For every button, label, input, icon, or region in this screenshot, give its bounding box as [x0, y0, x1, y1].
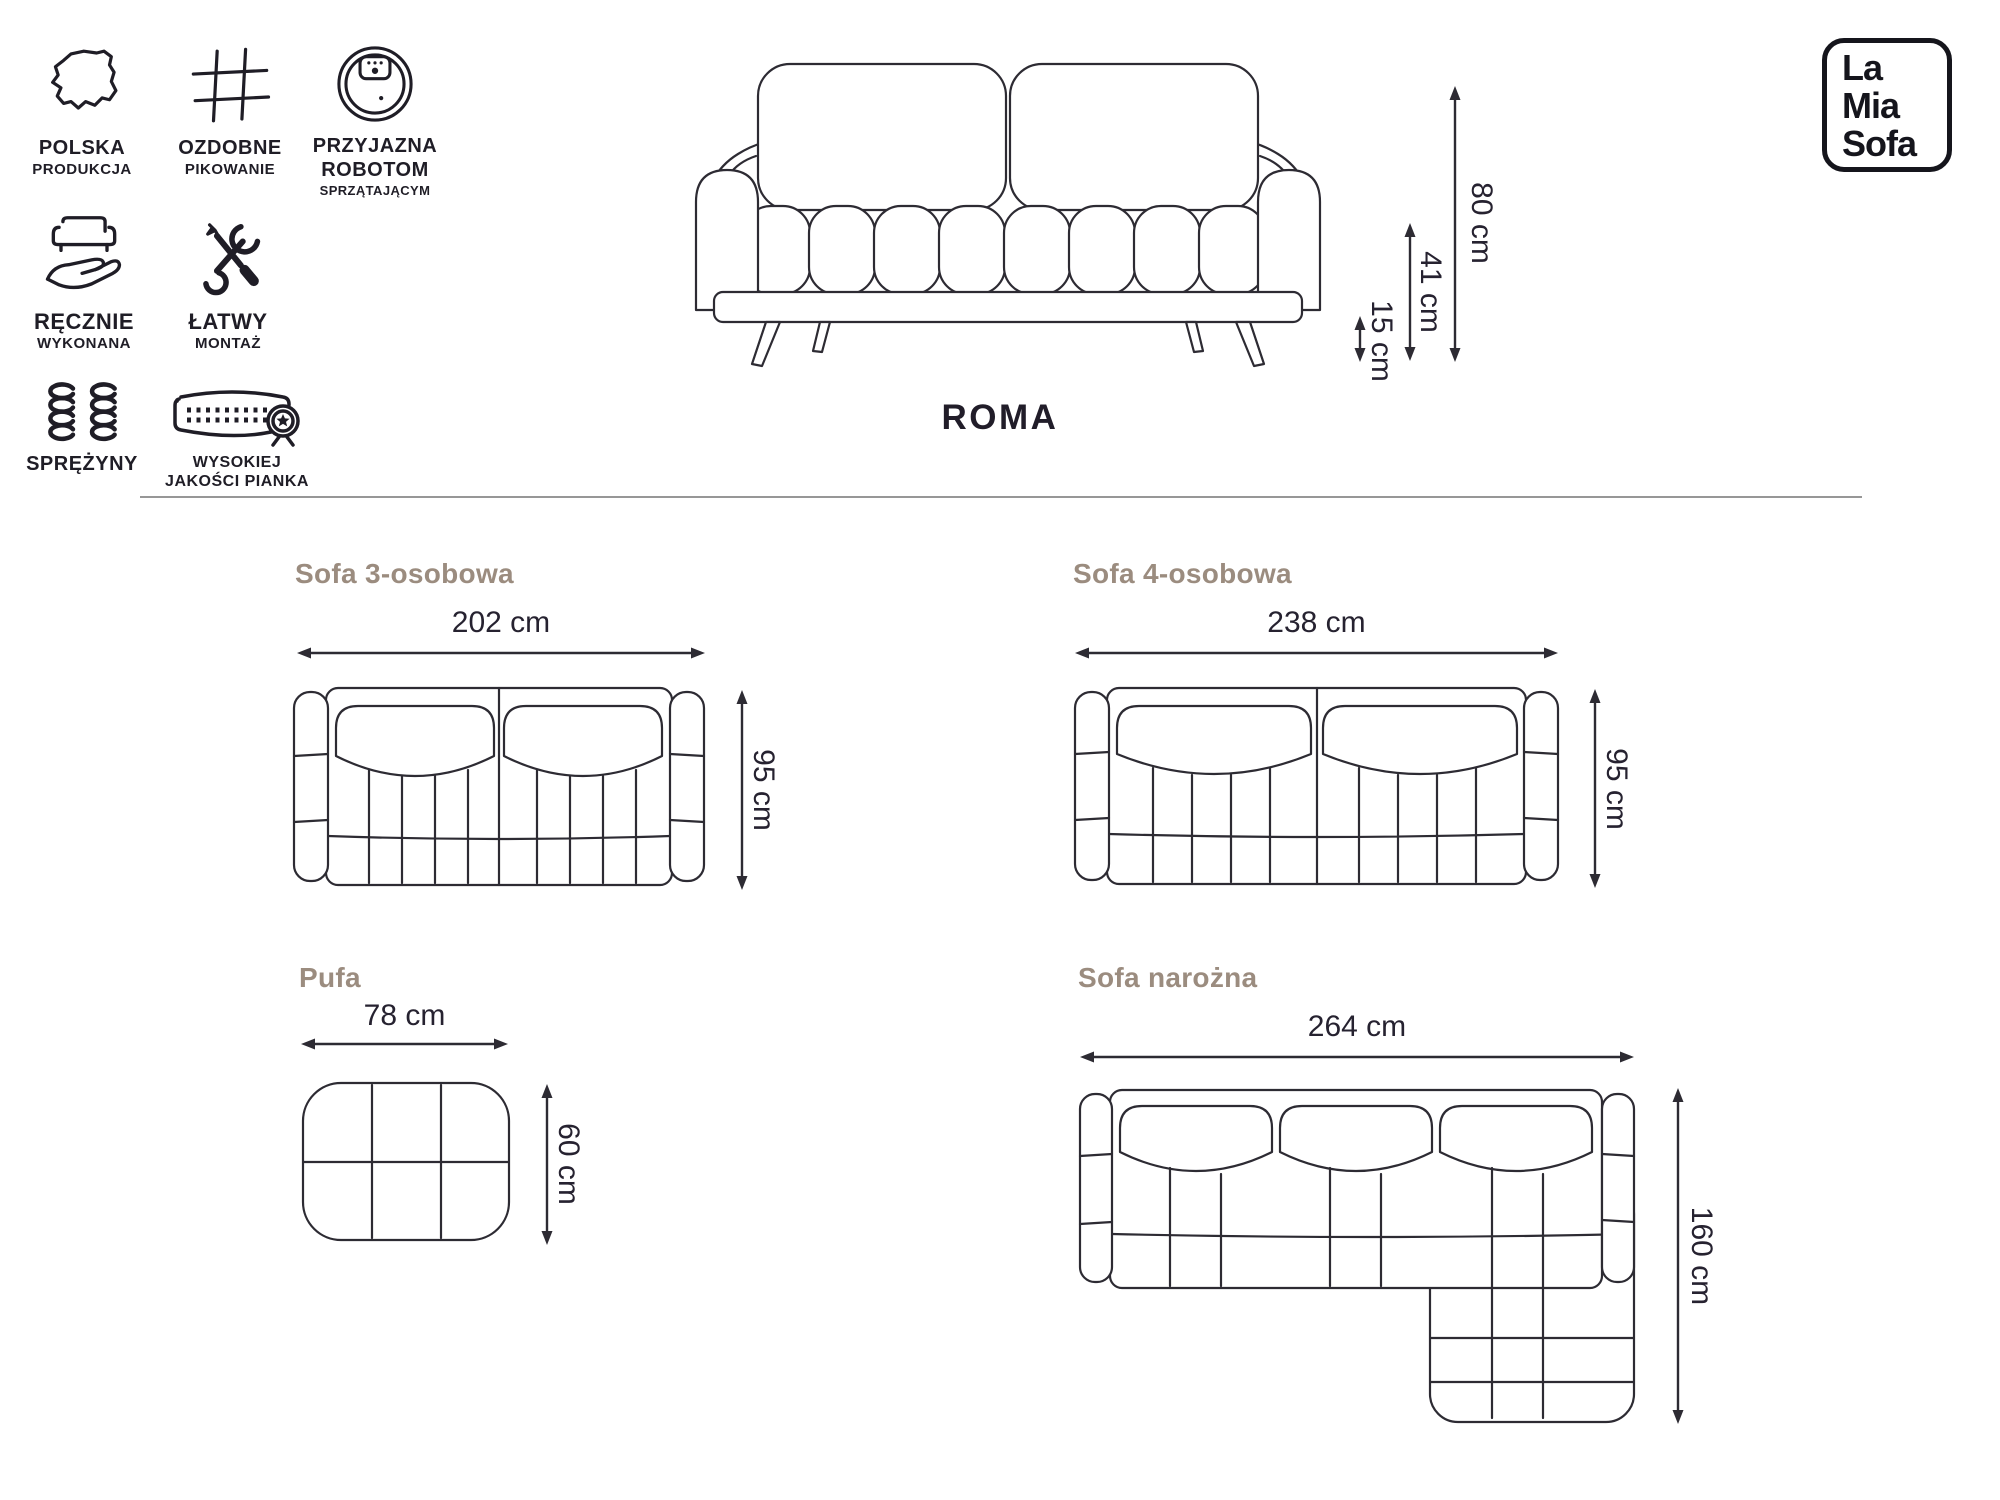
tools-icon — [182, 212, 274, 304]
logo-line: La — [1842, 47, 1883, 88]
robot-vacuum-icon — [331, 40, 419, 128]
feature-label: OZDOBNE — [178, 137, 282, 159]
seat-height-label: 41 cm — [1414, 251, 1447, 333]
pufa-top-view-drawing — [300, 1080, 512, 1243]
depth-label-pufa: 60 cm — [552, 1123, 585, 1205]
feature-przyjazna-robotom — [305, 40, 445, 199]
width-label-sofa3: 202 cm — [451, 606, 551, 639]
feature-sublabel: JAKOŚCI PIANKA — [165, 473, 309, 490]
overall-height-label: 80 cm — [1465, 182, 1498, 264]
feature-label: POLSKA — [38, 137, 126, 159]
width-arrow-narozna — [1078, 1049, 1636, 1065]
variant-title-sofa4: Sofa 4-osobowa — [1073, 558, 1292, 589]
feature-sublabel: PIKOWANIE — [184, 161, 276, 178]
feature-ozdobne-pikowanie — [164, 42, 296, 179]
feature-latwy-montaz — [164, 212, 292, 353]
feature-sublabel: MONTAŻ — [194, 335, 262, 352]
feature-label: PRZYJAZNA — [312, 135, 438, 157]
width-arrow-sofa4 — [1073, 645, 1560, 661]
quilting-grid-icon — [184, 42, 276, 130]
width-label-narozna: 264 cm — [1307, 1010, 1407, 1043]
depth-label-sofa3: 95 cm — [747, 749, 780, 831]
width-label-sofa4: 238 cm — [1267, 606, 1366, 639]
width-arrow-pufa — [299, 1036, 510, 1052]
feature-polska-produkcja — [24, 42, 140, 179]
depth-label-narozna: 160 cm — [1685, 1206, 1718, 1306]
logo-line: Mia — [1842, 85, 1900, 126]
overall-height-arrow — [1447, 84, 1463, 364]
sofa4-top-view-drawing — [1073, 684, 1560, 888]
variant-title-pufa: Pufa — [299, 962, 361, 993]
product-name: ROMA — [941, 398, 1059, 437]
sofa3-top-view-drawing — [292, 684, 706, 889]
width-label-pufa: 78 cm — [363, 999, 446, 1032]
feature-label: RĘCZNIE — [33, 309, 135, 334]
feature-sublabel: WYKONANA — [37, 335, 131, 352]
feature-label: ROBOTOM — [321, 159, 429, 181]
feature-sublabel: SPRZĄTAJĄCYM — [319, 183, 431, 198]
handmade-icon — [36, 212, 132, 304]
foam-icon — [167, 385, 307, 447]
feature-recznie-wykonana — [24, 212, 144, 353]
feature-label: WYSOKIEJ — [192, 454, 282, 471]
feature-sprezyny — [24, 380, 140, 476]
depth-label-sofa4: 95 cm — [1600, 748, 1633, 830]
feature-label: SPRĘŻYNY — [26, 453, 138, 475]
poland-map-icon — [36, 42, 128, 130]
variant-title-sofa3: Sofa 3-osobowa — [295, 558, 514, 589]
section-divider — [140, 496, 1862, 498]
springs-icon — [34, 380, 130, 446]
feature-sublabel: PRODUKCJA — [32, 161, 132, 178]
logo-line: Sofa — [1842, 123, 1917, 164]
sofa-front-view-drawing — [668, 58, 1348, 368]
brand-logo — [1822, 38, 1952, 172]
variant-title-narozna: Sofa narożna — [1078, 962, 1258, 993]
narozna-top-view-drawing — [1078, 1086, 1638, 1425]
leg-height-label: 15 cm — [1365, 300, 1398, 382]
feature-label: ŁATWY — [188, 309, 268, 334]
feature-wysokiej-jakosci-pianka — [159, 385, 315, 491]
width-arrow-sofa3 — [295, 645, 707, 661]
